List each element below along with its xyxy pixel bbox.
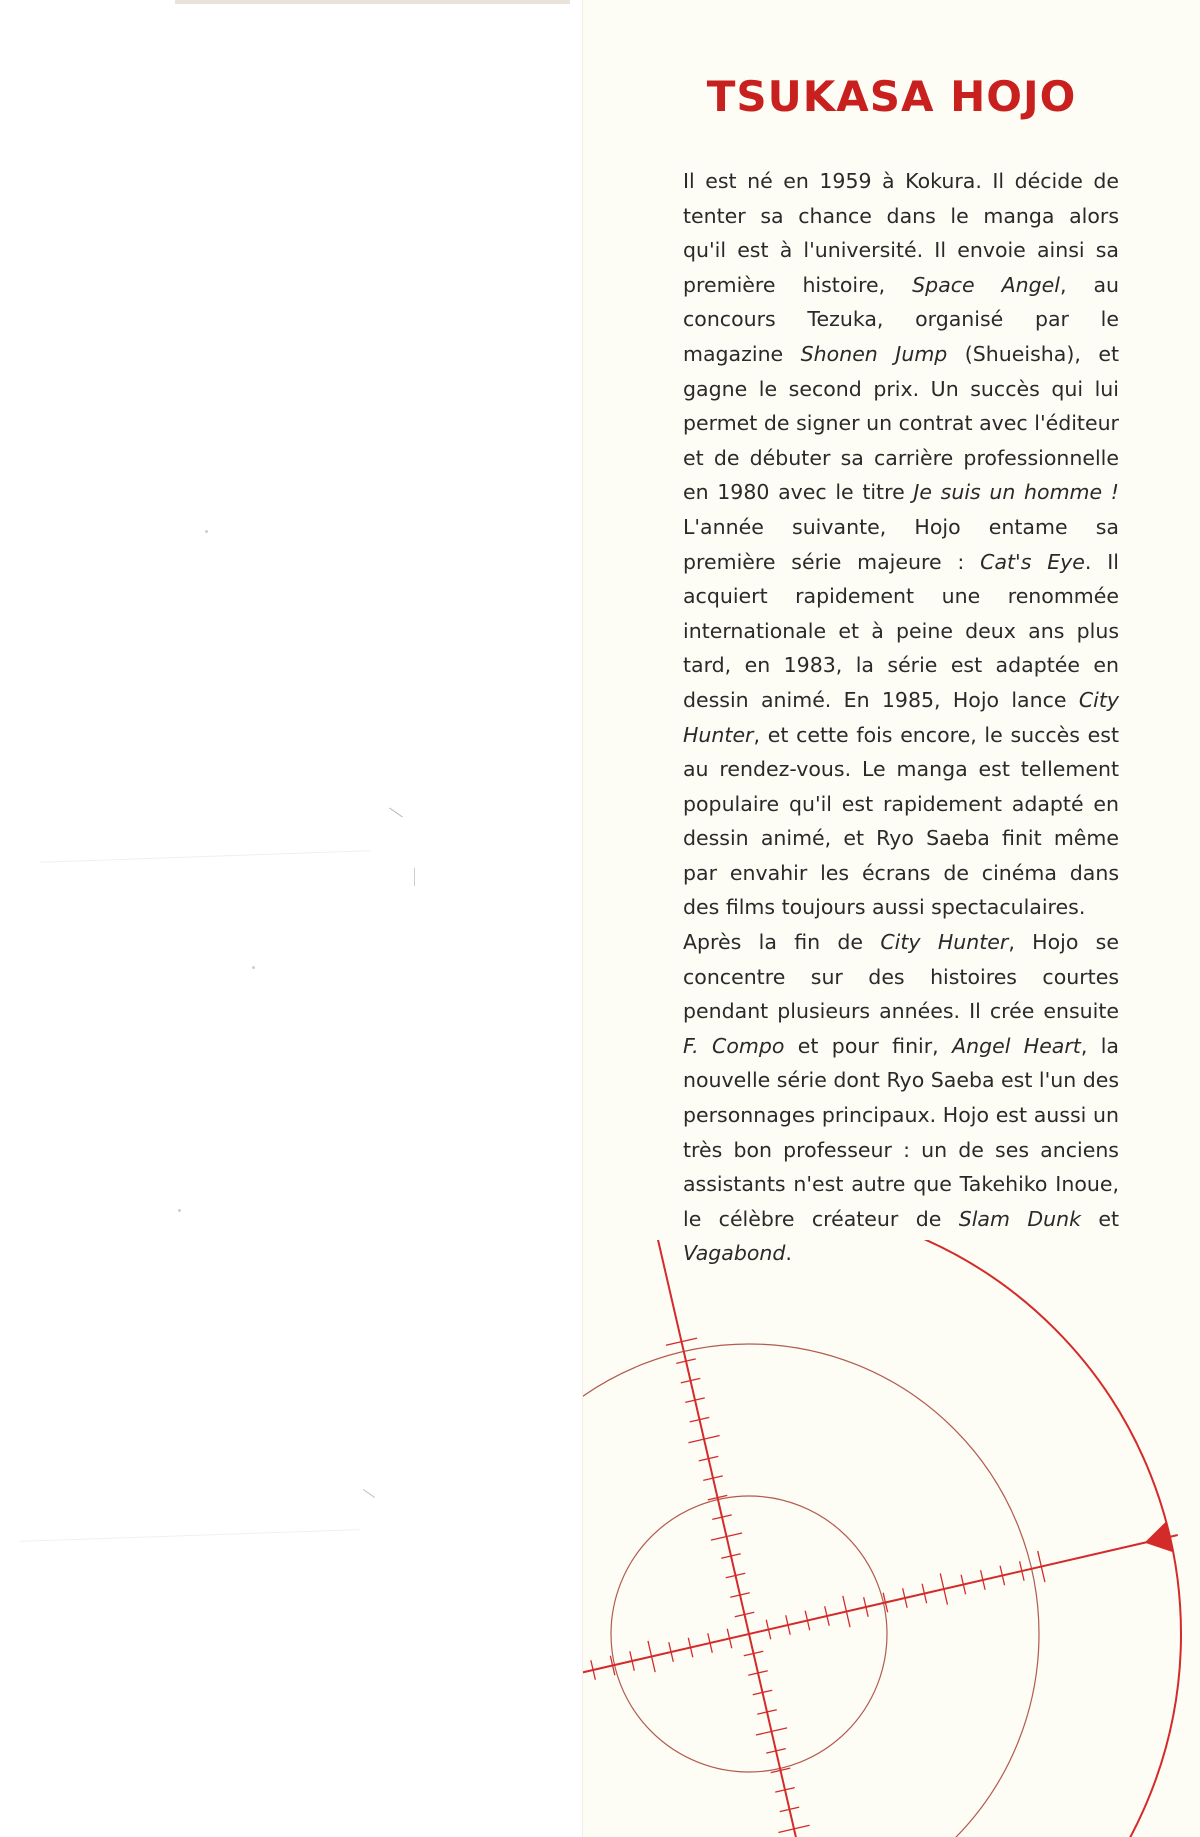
scan-line [20, 1529, 360, 1542]
work-title-shonen-jump: Shonen Jump [800, 341, 948, 366]
bio-text: , au concours Tezuka, organisé par le magazine [683, 272, 1119, 366]
scan-line [363, 1489, 375, 1498]
bio-text: , et cette fois encore, le succès est au rendez-vous. Le manga est tellement populaire qu'il est rapidement adapté en dessin animé, et Ryo Saeba finit même par envahir les écrans de cinéma dans des films toujours aussi spectaculaires. [683, 722, 1119, 920]
bio-text: et [1080, 1206, 1120, 1231]
work-title-angel-heart: Angel Heart [952, 1033, 1081, 1058]
work-title-je-suis-un-homme: Je suis un homme ! [913, 480, 1119, 505]
scope-vertical-crosshair [650, 1240, 848, 1837]
scope-middle-ring [583, 1344, 1039, 1837]
scan-speck [178, 1209, 181, 1212]
work-title-cats-eye: Cat's Eye [980, 549, 1085, 574]
scan-line [389, 808, 403, 818]
biography-paragraph-2 [683, 925, 1119, 1271]
scan-speck [205, 530, 208, 533]
work-title-city-hunter: City Hunter [880, 930, 1009, 955]
work-title-city-hunter: City Hunter [683, 687, 1119, 747]
work-title-vagabond: Vagabond [683, 1241, 786, 1266]
bio-text: L'année suivante, Hojo entame sa première série majeure : [683, 514, 1119, 574]
scan-line [40, 850, 370, 863]
bio-text: . Il acquiert rapidement une renommée internationale et à peine deux ans plus tard, en 1983, la série est adaptée en dessin animé. En 1985, Hojo lance [683, 549, 1119, 712]
scan-speck [252, 966, 255, 969]
bio-text: et pour finir, [784, 1033, 953, 1058]
scope-outer-ring [583, 1240, 1181, 1837]
scope-horizontal-crosshair [583, 1535, 1178, 1733]
crosshair-scope-icon [583, 1240, 1200, 1837]
top-edge-strip [175, 0, 570, 4]
inner-cover-flap [0, 0, 583, 1837]
author-name: TSUKASA HOJO [706, 72, 1077, 121]
bio-text: Après la fin de [683, 930, 881, 955]
biography-text [683, 164, 1119, 1271]
work-title-slam-dunk: Slam Dunk [958, 1206, 1081, 1231]
bio-text: , la nouvelle série dont Ryo Saeba est l'un des personnages principaux. Hojo est aussi un très bon professeur : un de ses anciens assistants n'est autre que Takehiko Inoue, le célèbre créateur de [683, 1033, 1120, 1231]
bio-text: , Hojo se concentre sur des histoires courtes pendant plusieurs années. Il crée ensuite [683, 930, 1119, 1024]
bio-text: (Shueisha), et gagne le second prix. Un succès qui lui permet de signer un contrat avec l'éditeur et de débuter sa carrière professionnelle en 1980 avec le titre [683, 341, 1119, 505]
scan-line [414, 868, 415, 886]
bio-text: Il est né en 1959 à Kokura. Il décide de tenter sa chance dans le manga alors qu'il est à l'université. Il envoie ainsi sa première histoire, [683, 169, 1119, 297]
work-title-f-compo: F. Compo [683, 1033, 785, 1058]
scope-right-marker [1145, 1521, 1174, 1552]
bio-text: . [785, 1241, 792, 1266]
work-title-space-angel: Space Angel [912, 272, 1060, 297]
biography-paragraph-1 [683, 164, 1119, 925]
